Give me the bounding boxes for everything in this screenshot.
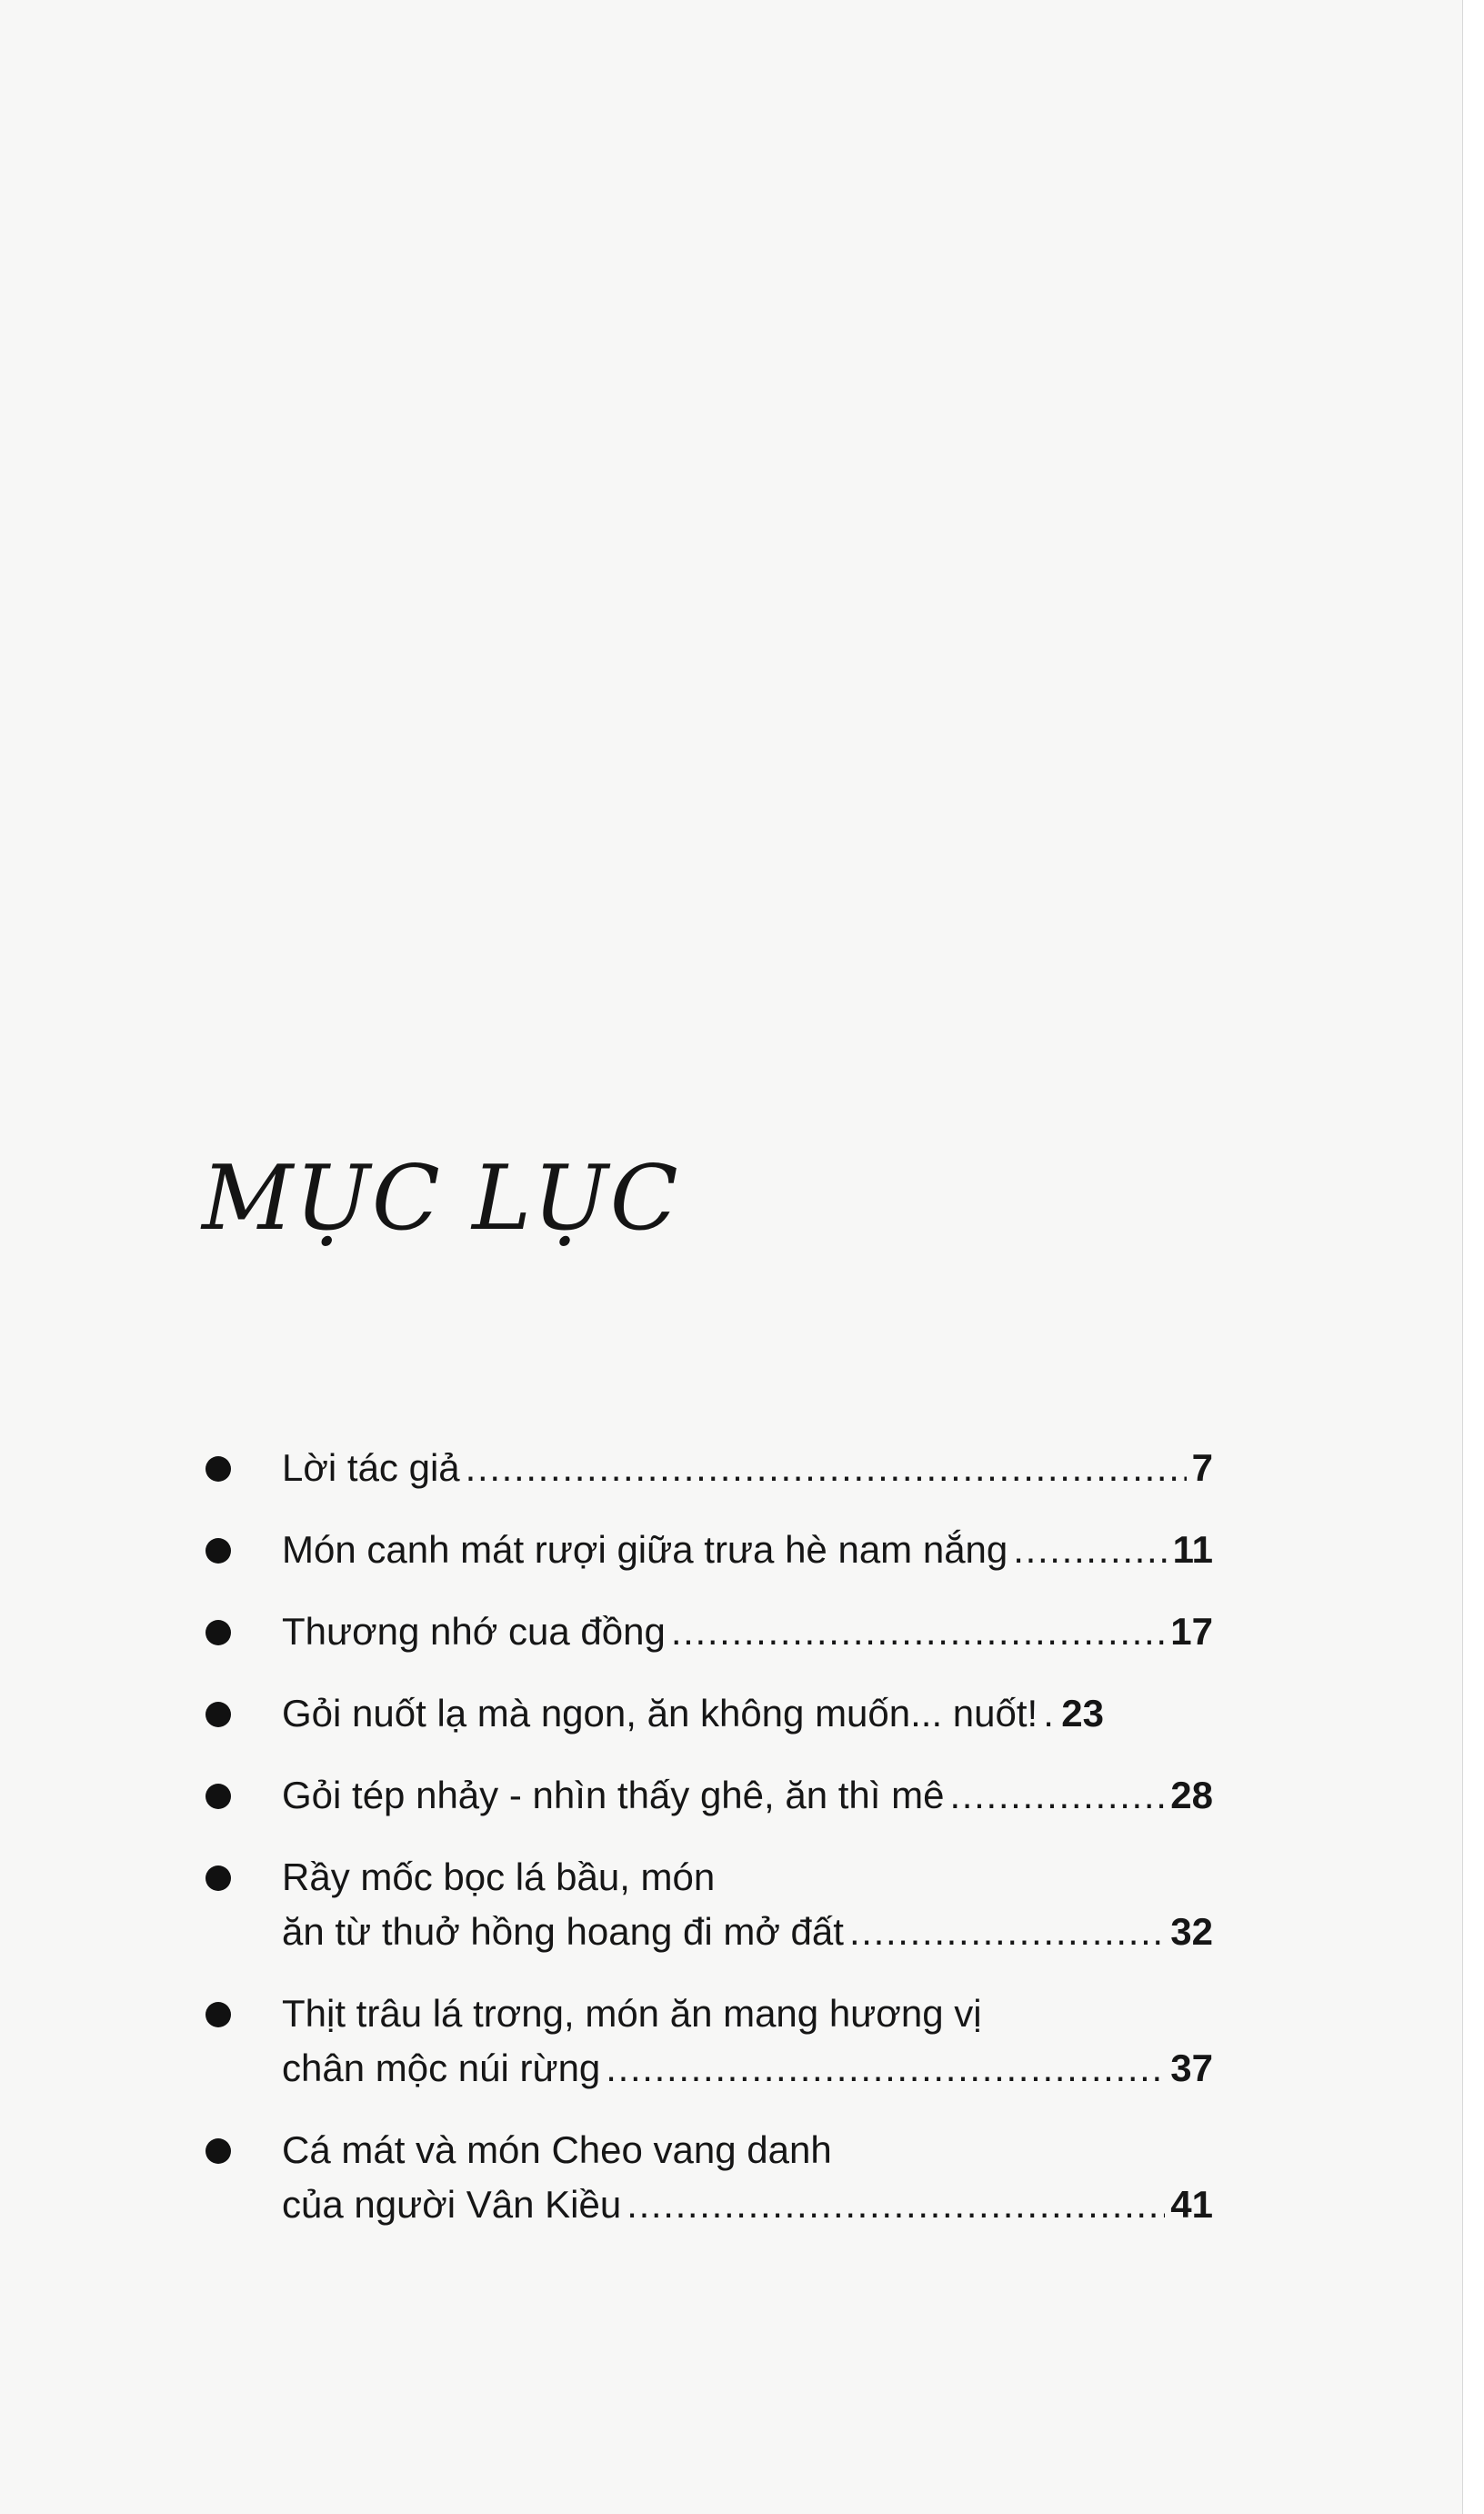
toc-entry-page: 23 xyxy=(1061,1692,1104,1735)
dot-leader xyxy=(949,1768,1165,1823)
toc-entry-title-cont: ăn từ thuở hồng hoang đi mở đất xyxy=(282,1910,844,1953)
toc-entry-title: Gỏi tép nhảy - nhìn thấy ghê, ăn thì mê xyxy=(282,1774,945,1816)
toc-entry-title: Gỏi nuốt lạ mà ngon, ăn không muốn... nuốt! xyxy=(282,1692,1038,1735)
bullet-icon xyxy=(206,1865,231,1891)
toc-entry-page: 41 xyxy=(1170,2183,1213,2226)
toc-entry-title: Lời tác giả xyxy=(282,1446,460,1489)
toc-entry xyxy=(200,1441,1213,1495)
dot-leader xyxy=(849,1905,1165,1959)
toc-entry-title: Thịt trâu lá trơng, món ăn mang hương vị xyxy=(282,1992,982,2035)
toc-entry-title: Cá mát và món Cheo vang danh xyxy=(282,2128,832,2171)
dot-leader xyxy=(606,2041,1165,2096)
table-of-contents xyxy=(200,1441,1213,2259)
toc-entry-page: 32 xyxy=(1170,1910,1213,1953)
toc-entry xyxy=(200,1686,1213,1741)
bullet-icon xyxy=(206,1538,231,1564)
toc-entry-page: 7 xyxy=(1191,1446,1213,1489)
toc-entry-title: Rầy mốc bọc lá bầu, món xyxy=(282,1855,716,1898)
dot-leader xyxy=(627,2177,1165,2232)
bullet-icon xyxy=(206,2002,231,2027)
toc-entry-page: 11 xyxy=(1172,1528,1213,1571)
bullet-icon xyxy=(206,1620,231,1645)
dot-leader xyxy=(466,1441,1187,1495)
toc-entry-title-cont: của người Vân Kiều xyxy=(282,2183,622,2226)
toc-entry-page: 28 xyxy=(1170,1774,1213,1816)
dot-leader xyxy=(1043,1686,1056,1741)
toc-entry xyxy=(200,1850,1213,1959)
toc-entry-title: Món canh mát rượi giữa trưa hè nam nắng xyxy=(282,1528,1008,1571)
page-title: MỤC LỤC xyxy=(202,1147,680,1251)
bullet-icon xyxy=(206,1784,231,1809)
bullet-icon xyxy=(206,1702,231,1727)
toc-entry xyxy=(200,1986,1213,2096)
toc-entry xyxy=(200,1604,1213,1659)
bullet-icon xyxy=(206,1456,231,1482)
bullet-icon xyxy=(206,2138,231,2164)
dot-leader xyxy=(671,1604,1165,1659)
page-edge xyxy=(1462,0,1484,2514)
toc-entry-title-cont: chân mộc núi rừng xyxy=(282,2046,601,2089)
toc-entry-page: 17 xyxy=(1170,1610,1213,1653)
toc-entry xyxy=(200,1768,1213,1823)
toc-entry xyxy=(200,1523,1213,1577)
toc-entry-page: 37 xyxy=(1170,2046,1213,2089)
toc-entry-title: Thương nhớ cua đồng xyxy=(282,1610,666,1653)
dot-leader xyxy=(1013,1523,1167,1577)
toc-entry xyxy=(200,2123,1213,2232)
